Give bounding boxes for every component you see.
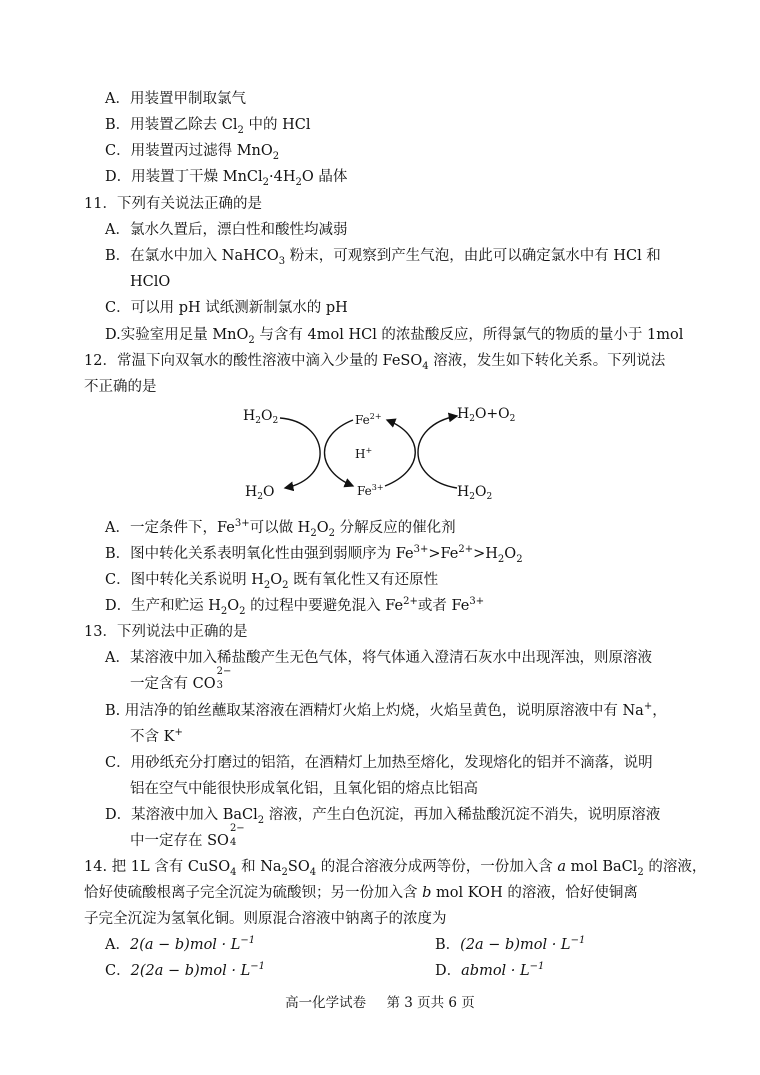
q11-option-c: C．可以用 pH 试纸测新制氯水的 pH bbox=[105, 300, 348, 316]
page-footer bbox=[0, 991, 760, 1011]
label-fe3plus: $Fe^{3+}$ bbox=[357, 483, 384, 498]
q12-option-c: C．图中转化关系说明 $H_2O_2$ 既有氧化性又有还原性 bbox=[105, 572, 439, 591]
q13-option-a: A．某溶液中加入稀盐酸产生无色气体，将气体通入澄清石灰水中出现浑浊，则原溶液 bbox=[105, 650, 652, 666]
q14-option-d: D．abmol · $L^{-1}$ bbox=[435, 961, 545, 979]
q10-option-c: C．用装置丙过滤得 MnO$_2$ bbox=[105, 143, 280, 162]
q11-stem: 11．下列有关说法正确的是 bbox=[84, 196, 262, 212]
q14-option-b: B．$(2a - b)mol \cdot L^{-1}$ bbox=[435, 935, 586, 953]
footer-page-number: 第 3 页共 6 页 bbox=[386, 995, 475, 1011]
q13-option-c-cont: 铝在空气中能很快形成氧化铝，且氧化铝的熔点比铝高 bbox=[130, 781, 478, 797]
q13-option-a-cont: 一定含有 CO 2− 3 bbox=[130, 666, 232, 692]
label-hplus: H+ bbox=[355, 446, 373, 461]
footer-title: 高一化学试卷 bbox=[285, 995, 367, 1011]
q13-stem: 13．下列说法中正确的是 bbox=[84, 624, 248, 640]
label-h2o2-left: $H_2O_2$ bbox=[243, 408, 279, 426]
left-arc-arrow bbox=[280, 418, 320, 488]
q11-option-b: B．在氯水中加入 NaHCO$_3$ 粉末，可观察到产生气泡，由此可以确定氯水中有 HCl 和 bbox=[105, 248, 661, 267]
q13-option-c: C．用砂纸充分打磨过的铝箔，在酒精灯上加热至熔化，发现熔化的铝并不滴落，说明 bbox=[105, 755, 653, 771]
q10-option-a: A．用装置甲制取氯气 bbox=[105, 91, 246, 107]
q12-stem-cont: 不正确的是 bbox=[84, 379, 157, 395]
label-h2o-o2: $H_2O+O_2$ bbox=[457, 406, 516, 424]
q13-option-b: B. 用洁净的铂丝蘸取某溶液在酒精灯火焰上灼烧，火焰呈黄色，说明原溶液中有 Na+， bbox=[105, 701, 667, 719]
q10-option-d: D．用装置丁干燥 $MnCl_2\cdot 4H_2O$ 晶体 bbox=[105, 169, 348, 188]
q14-stem-cont2: 子完全沉淀为氢氧化铜。则原混合溶液中钠离子的浓度为 bbox=[84, 911, 447, 927]
q14-stem-cont1: 恰好使硫酸根离子完全沉淀为硫酸钡；另一份加入含 b mol KOH 的溶液，恰好使铜离 bbox=[84, 885, 638, 901]
q13-option-d: D．某溶液中加入 BaCl$_2$ 溶液，产生白色沉淀，再加入稀盐酸沉淀不消失，说明原溶液 bbox=[105, 807, 661, 826]
q14-stem: 14. 把 1L 含有 CuSO$_4$ 和 $Na_2SO_4$ 的混合溶液分成两等份，一份加入含 a mol BaCl$_2$ 的溶液， bbox=[84, 859, 707, 878]
q11-option-d: D.实验室用足量 MnO$_2$ 与含有 4mol HCl 的浓盐酸反应，所得氯气的物质的量小于 1mol bbox=[105, 327, 684, 346]
q12-option-b: B．图中转化关系表明氧化性由强到弱顺序为 $Fe^{3+}>Fe^{2+}>H_2O_2$ bbox=[105, 544, 523, 565]
q13-option-b-cont: 不含 K+ bbox=[130, 727, 183, 745]
q13-option-d-cont: 中一定存在 SO 2− 4 bbox=[130, 823, 245, 849]
reaction-cycle-diagram bbox=[235, 400, 535, 506]
q12-option-d: D．生产和贮运 $H_2O_2$ 的过程中要避免混入 $Fe^{2+}$或者 $Fe^{3+}$ bbox=[105, 596, 485, 617]
label-fe2plus: $Fe^{2+}$ bbox=[355, 412, 382, 427]
q12-option-a: A．一定条件下，$Fe^{3+}$可以做 $H_2O_2$ 分解反应的催化剂 bbox=[105, 518, 456, 539]
q12-stem: 12．常温下向双氧水的酸性溶液中滴入少量的 FeSO$_4$ 溶液，发生如下转化关系。下列说法 bbox=[84, 353, 666, 372]
right-arc-arrow bbox=[418, 416, 457, 488]
label-h2o2-right: $H_2O_2$ bbox=[457, 484, 493, 502]
right-inner-arrow bbox=[385, 420, 415, 486]
label-h2o-left: $H_2O$ bbox=[245, 484, 275, 502]
left-inner-arrow bbox=[325, 420, 354, 486]
q14-option-a: A．$2(a - b)mol \cdot L^{-1}$ bbox=[105, 935, 256, 953]
q11-option-b-cont: HClO bbox=[130, 274, 171, 290]
q14-option-c: C．$2(2a - b)mol \cdot L^{-1}$ bbox=[105, 961, 265, 979]
q11-option-a: A．氯水久置后，漂白性和酸性均减弱 bbox=[105, 222, 348, 238]
q10-option-b: B．用装置乙除去 $Cl_2$ 中的 HCl bbox=[105, 117, 311, 136]
